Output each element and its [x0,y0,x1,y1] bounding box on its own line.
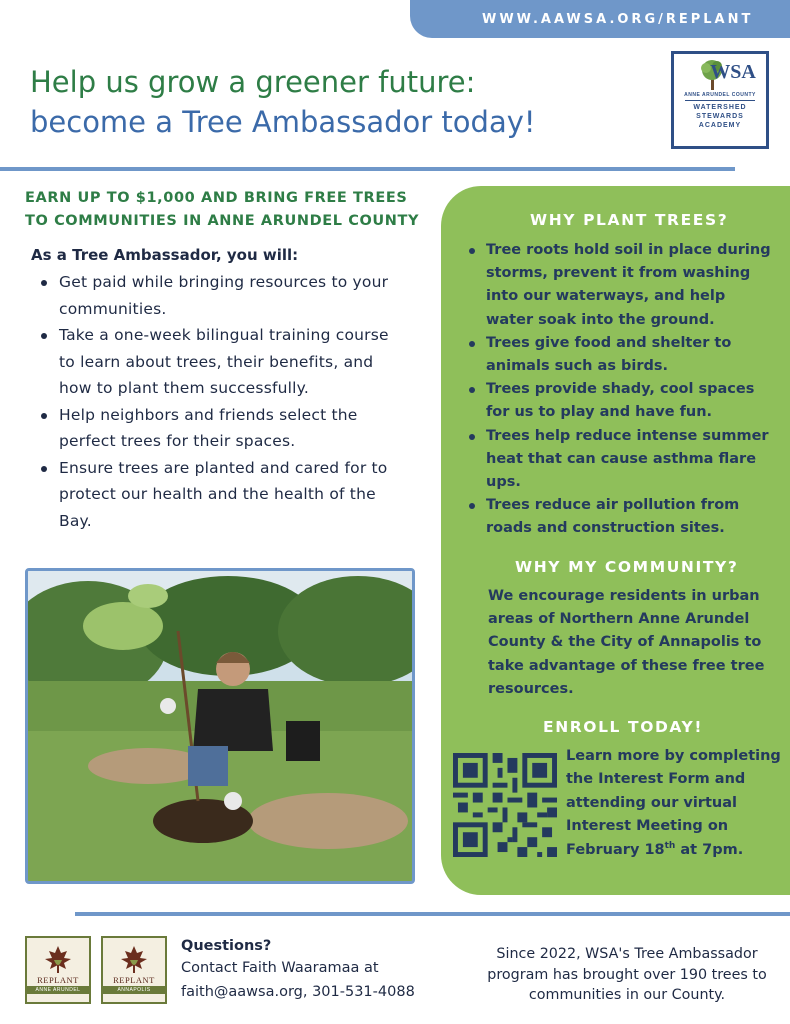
list-item: Take a one-week bilingual training course to learn about trees, their benefits, and how to plant them successfully. [38,322,408,402]
wsa-name-line-3: ACADEMY [698,122,742,129]
earn-heading [25,187,445,233]
top-divider [0,167,735,171]
program-stat-text: Since 2022, WSA's Tree Ambassador program has brought over 190 trees to communities in our County. [487,946,767,1003]
wsa-abbreviation: WSA [710,61,756,83]
replant-annapolis-logo [101,936,167,1004]
contact-detail[interactable]: faith@aawsa.org, 301-531-4088 [181,983,415,1000]
enroll-text-main: Learn more by completing the Interest Form and attending our virtual Interest Meeting on February 18 [566,748,781,858]
headline-line-1: Help us grow a greener future: [30,65,476,99]
why-plant-list [466,239,771,541]
badge2-name: REPLANT [113,975,155,985]
ambassador-duties-list [38,269,408,534]
earn-line-2: TO COMMUNITIES IN ANNE ARUNDEL COUNTY [25,213,420,229]
list-item: Trees reduce air pollution from roads and construction sites. [466,494,771,540]
maple-leaf-icon [43,944,73,974]
list-item: Trees give food and shelter to animals such as birds. [466,332,771,378]
why-plant-heading: WHY PLANT TREES? [530,211,729,229]
wsa-county: ANNE ARUNDEL COUNTY [684,92,756,98]
contact-block [181,935,415,1004]
earn-line-1: EARN UP TO $1,000 AND BRING FREE TREES [25,190,408,206]
page-title [30,62,670,142]
list-item: Trees help reduce intense summer heat that can cause asthma flare ups. [466,425,771,495]
maple-leaf-icon [119,944,149,974]
badge1-name: REPLANT [37,975,79,985]
contact-line: Contact Faith Waaramaa at [181,960,379,976]
enroll-text-tail: at 7pm. [675,841,744,858]
website-url: WWW.AAWSA.ORG/REPLANT [482,11,754,27]
enroll-date-suffix: th [664,840,676,851]
wsa-name [693,103,746,130]
headline-line-2: become a Tree Ambassador today! [30,105,536,139]
list-item: Help neighbors and friends select the perfect trees for their spaces. [38,402,408,455]
replant-anne-arundel-logo [25,936,91,1004]
qr-code-icon[interactable] [453,753,557,857]
badge-inner [103,938,165,1002]
ambassador-duties-heading: As a Tree Ambassador, you will: [31,246,299,264]
badge-inner [27,938,89,1002]
enroll-heading: ENROLL TODAY! [543,718,704,736]
photo-illustration [28,571,412,881]
bottom-divider [75,912,790,916]
tree-planting-photo [25,568,415,884]
wsa-logo [671,51,769,149]
why-community-heading: WHY MY COMMUNITY? [515,558,739,576]
badge2-place: ANNAPOLIS [103,986,165,994]
community-text: We encourage residents in urban areas of Northern Anne Arundel County & the City of Annapolis to take advantage of these free tree resources. [488,588,765,697]
website-url-banner [410,0,790,38]
wsa-name-line-1: WATERSHED [693,104,747,111]
logo-rule [685,100,755,101]
list-item: Get paid while bringing resources to your communities. [38,269,408,322]
questions-title: Questions? [181,938,272,954]
list-item: Ensure trees are planted and cared for to protect our health and the health of the Bay. [38,455,408,535]
wsa-name-line-2: STEWARDS [696,113,744,120]
list-item: Tree roots hold soil in place during storms, prevent it from washing into our waterways, and help water soak into the ground. [466,239,771,332]
list-item: Trees provide shady, cool spaces for us to play and have fun. [466,378,771,424]
badge1-place: ANNE ARUNDEL [27,986,89,994]
enroll-text [566,745,781,862]
